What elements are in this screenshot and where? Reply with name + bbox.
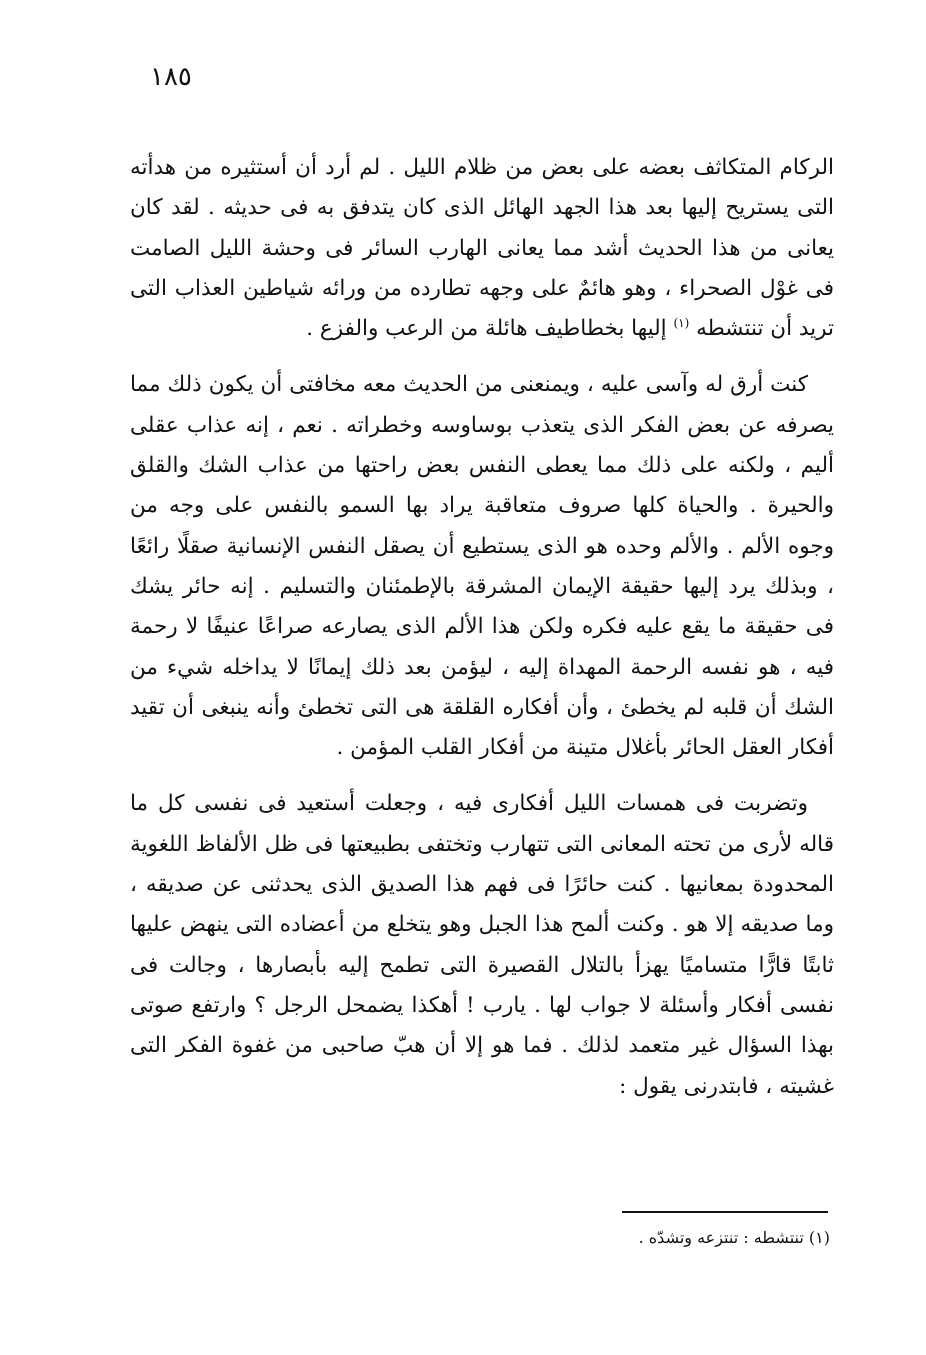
body-text: [130, 148, 834, 1107]
footnote-marker: (١): [808, 1228, 830, 1247]
paragraph-1-text-continued: إليها بخطاطيف هائلة من الرعب والفزع .: [306, 316, 674, 342]
paragraph-1-text: الركام المتكاثف بعضه على بعض من ظلام الليل . لم أرد أن أستثيره من هدأته التى يستريح إليها بعد هذا الجهد الهائل الذى كان يتدفق به فى حديثه . لقد كان يعانى من هذا الحديث أشد مما يعانى الهارب السائر فى وحشة الليل الصامت فى غوْل الصحراء ، وهو هائمٌ على وجهه تطارده من ورائه شياطين العذاب التى تريد أن تنتشطه: [130, 155, 834, 342]
paragraph-3-text: وتضربت فى همسات الليل أفكارى فيه ، وجعلت أستعيد فى نفسى كل ما قاله لأرى من تحته المعانى التى تتهارب وتختفى بطبيعتها فى ظل الألفاظ اللغوية المحدودة بمعانيها . كنت حائرًا فى فهم هذا الصديق الذى يحدثنى عن صديقه ، وما صديقه إلا هو . وكنت ألمح هذا الجبل وهو يتخلع من أعضاده التى ينهض عليها ثابتًا قارًّا متساميًا يهزأ بالتلال القصيرة التى تطمح إليه بأبصارها ، وجالت فى نفسى أفكار وأسئلة لا جواب لها . يارب ! أهكذا يضمحل الرجل ؟ وارتفع صوتى بهذا السؤال غير متعمد لذلك . فما هو إلا أن هبّ صاحبى من غفوة الفكر التى غشيته ، فابتدرنى يقول :: [130, 791, 834, 1099]
footnote-divider: [622, 1211, 828, 1213]
page-number: ١٨٥: [150, 62, 192, 92]
footnote-reference: (١): [673, 316, 690, 331]
paragraph-1: [130, 148, 834, 349]
paragraph-2-text: كنت أرق له وآسى عليه ، ويمنعنى من الحديث معه مخافتى أن يكون ذلك مما يصرفه عن بعض الفكر الذى يتعذب بوساوسه وخطراته . نعم ، إنه عذاب عقلى أليم ، ولكنه على ذلك مما يعطى النفس بعض راحتها من عذاب الشك والقلق والحيرة . والحياة كلها صروف متعاقبة يراد بها السمو بالنفس على وجه من وجوه الألم . والألم وحده هو الذى يستطيع أن يصقل النفس الإنسانية صقلًا رائعًا ، وبذلك يرد إليها حقيقة الإيمان المشرقة بالإطمئنان والتسليم . إنه حائر يشك فى حقيقة ما يقع عليه فكره ولكن هذا الألم الذى يصارعه صراعًا عنيفًا لا رحمة فيه ، هو نفسه الرحمة المهداة إليه ، ليؤمن بعد ذلك إيمانًا لا يداخله شيء من الشك أن قلبه لم يخطئ ، وأن أفكاره القلقة هى التى تخطئ وأنه ينبغى أن تقيد أفكار العقل الحائر بأغلال متينة من أفكار القلب المؤمن .: [130, 372, 834, 761]
paragraph-2: [130, 365, 834, 768]
footnote-text: تنتشطه : تنتزعه وتشدّه .: [638, 1228, 804, 1247]
footnote: [450, 1226, 830, 1250]
paragraph-3: [130, 784, 834, 1106]
